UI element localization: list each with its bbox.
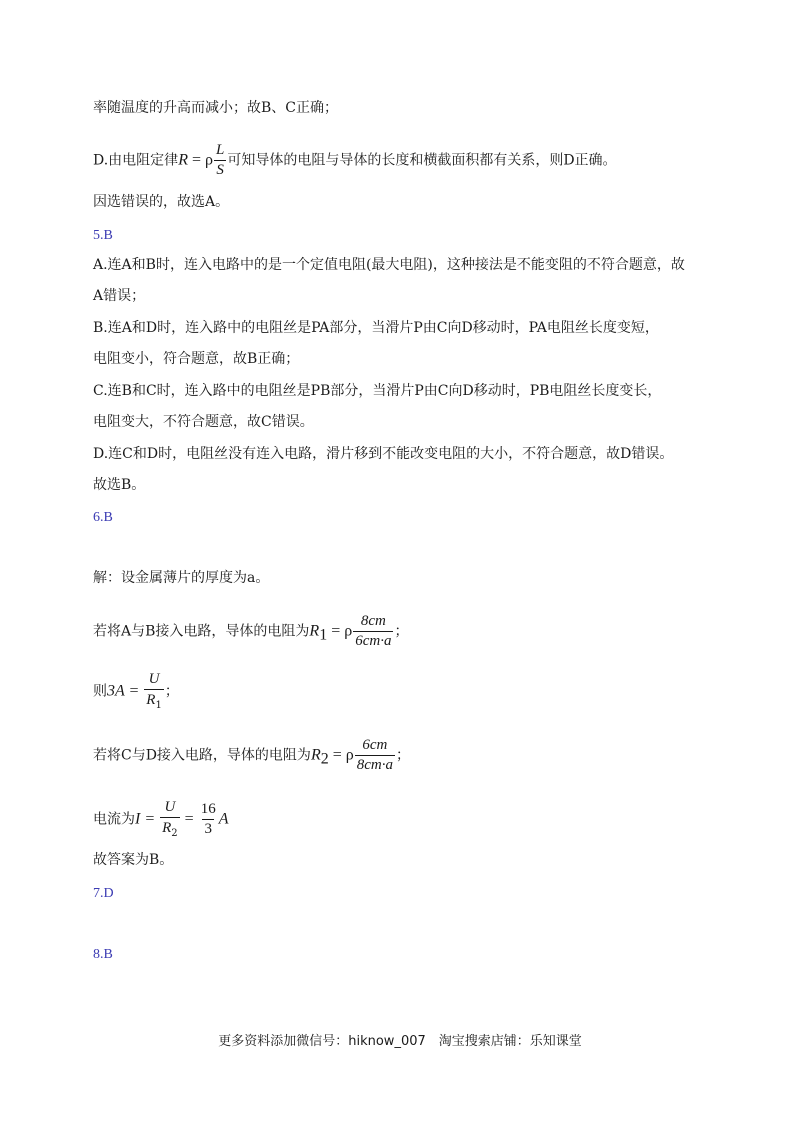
fraction (353, 614, 393, 649)
subscript: 1 (155, 700, 162, 711)
text-line: A错误； (93, 288, 146, 304)
equation-current-line (93, 672, 179, 711)
denominator: 3 (204, 821, 212, 837)
numerator: 8cm (360, 613, 386, 629)
question-number-8: 8.B (93, 947, 113, 962)
symbol-R: R (146, 692, 156, 708)
text-line: 电阻变大，不符合题意，故C错误。 (93, 414, 314, 430)
text-line: 解：设金属薄片的厚度为a。 (93, 570, 270, 586)
text-segment: 若将A与B接入电路，导体的电阻为 (93, 623, 310, 640)
fraction-L-over-S (214, 143, 226, 178)
symbol-R: R (309, 622, 320, 640)
equals-rho: = ρ (328, 746, 354, 764)
page-footer: 更多资料添加微信号：hiknow_007 淘宝搜索店铺：乐知课堂 (218, 1034, 582, 1049)
text-line: D.连C和D时，电阻丝没有连入电路，滑片移到不能改变电阻的大小，不符合题意，故D错误。 (93, 446, 674, 462)
text-line: 故答案为B。 (93, 852, 174, 868)
question-number-6: 6.B (93, 510, 113, 525)
equals: = (180, 810, 198, 828)
symbol-R: R (162, 820, 172, 836)
subscript: 2 (320, 750, 329, 768)
denominator: S (216, 162, 224, 178)
symbol-R: R (310, 746, 321, 764)
symbol-R: R (178, 151, 188, 169)
text-segment: 可知导体的电阻与导体的长度和横截面积都有关系，则D正确。 (227, 152, 617, 169)
denominator (144, 689, 164, 711)
fraction (355, 738, 395, 773)
fraction (199, 802, 218, 837)
numerator: U (148, 671, 160, 687)
text-segment: ； (394, 623, 409, 640)
fraction (160, 800, 180, 839)
text-line: C.连B和C时，连入路中的电阻丝是PB部分，当滑片P由C向D移动时，PB电阻丝长度变长， (93, 383, 662, 399)
question-number-7: 7.D (93, 886, 114, 901)
equals-rho: = ρ (187, 151, 213, 169)
fraction (144, 672, 164, 711)
text-line: A.连A和B时，连入电路中的是一个定值电阻(最大电阻)，这种接法是不能变阻的不符合题意，故 (93, 257, 685, 273)
numerator: 6cm (362, 737, 388, 753)
numerator: L (215, 142, 225, 158)
text-line: B.连A和D时，连入路中的电阻丝是PA部分，当滑片P由C向D移动时，PA电阻丝长度变短， (93, 320, 659, 336)
lhs: 3A = (107, 682, 144, 700)
text-segment: D.由电阻定律 (93, 152, 179, 169)
numerator: U (164, 799, 176, 815)
equation-I-line (93, 800, 228, 839)
text-segment: 若将C与D接入电路，导体的电阻为 (93, 747, 311, 764)
equals-rho: = ρ (327, 622, 353, 640)
text-line: 因选错误的，故选A。 (93, 194, 230, 210)
subscript: 1 (319, 626, 328, 644)
text-segment: ； (164, 683, 179, 700)
unit: A (218, 810, 229, 828)
question-number-5: 5.B (93, 228, 113, 243)
denominator: 8cm·a (356, 757, 393, 773)
text-line: 故选B。 (93, 477, 146, 493)
denominator: 6cm·a (355, 633, 392, 649)
subscript: 2 (171, 828, 178, 839)
text-line: 率随温度的升高而减小；故B、C正确； (93, 100, 338, 116)
equation-R2-line (93, 738, 410, 776)
resistance-law-line (93, 143, 617, 178)
numerator: 16 (200, 801, 216, 817)
equation-R1-line (93, 614, 408, 652)
text-segment: ； (395, 747, 410, 764)
symbol-I: I = (135, 810, 160, 828)
text-segment: 电流为 (93, 811, 135, 828)
text-segment: 则 (93, 683, 107, 700)
denominator (160, 817, 180, 839)
text-line: 电阻变小，符合题意，故B正确； (93, 351, 300, 367)
